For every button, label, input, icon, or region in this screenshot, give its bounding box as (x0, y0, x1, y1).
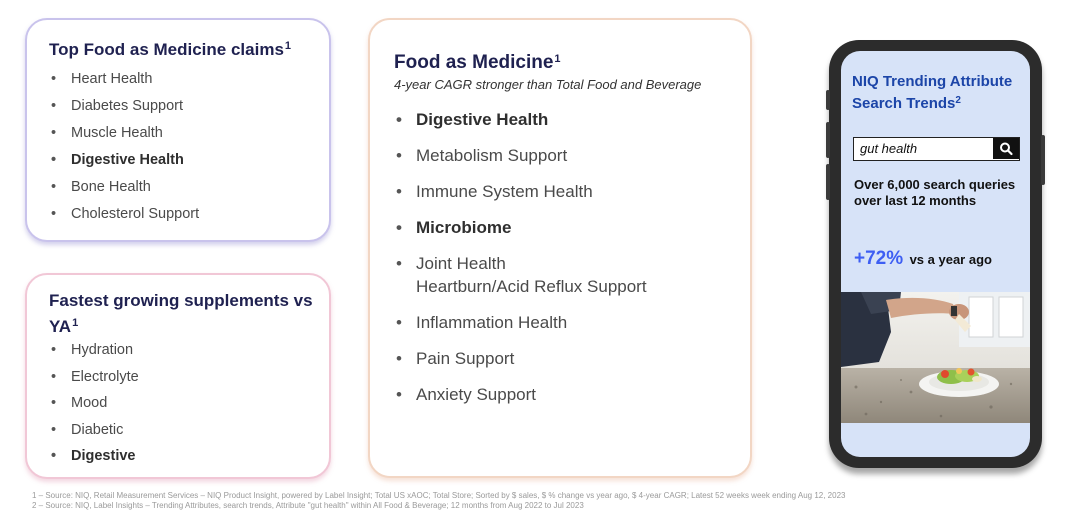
food-medicine-list-item (394, 347, 647, 370)
supplement-list-item-label: Diabetic (71, 421, 124, 438)
claim-list-item (49, 124, 199, 151)
supplement-list-item-label: Mood (71, 395, 108, 411)
phone-mockup (829, 40, 1042, 468)
phone-side-button (826, 90, 830, 110)
supplement-list-item-label: Electrolyte (71, 368, 139, 385)
food-medicine-list-item-label: Metabolism Support (416, 146, 568, 165)
food-medicine-list-item (394, 311, 647, 334)
supplement-list-item (49, 368, 139, 395)
claim-list-item-label: Digestive Health (71, 152, 184, 168)
search-icon (993, 138, 1019, 159)
phone-volume-up-button (826, 122, 830, 158)
search-bar (853, 137, 1020, 161)
claim-list-item-label: Bone Health (71, 179, 151, 195)
food-as-medicine-list (394, 108, 647, 419)
claim-list-item (49, 205, 199, 232)
food-medicine-list-item (394, 180, 647, 203)
supplement-list-item (49, 394, 139, 421)
claim-list-item-label: Muscle Health (71, 125, 163, 141)
supplement-list-item (49, 421, 139, 448)
footnotes (32, 491, 845, 511)
salad-photo-image (841, 292, 1030, 423)
supplement-list-item (49, 447, 139, 474)
food-medicine-list-item (394, 252, 647, 298)
food-medicine-list-item (394, 383, 647, 406)
supplements-card (25, 273, 331, 479)
food-medicine-list-item-label: Inflammation Health (416, 313, 568, 332)
growth-percent: +72% (854, 248, 904, 269)
supplements-list (49, 341, 139, 474)
phone-power-button (1041, 135, 1045, 185)
food-medicine-list-item (394, 216, 647, 239)
phone-title: NIQ Trending Attribute Search Trends$^2$ (852, 73, 1013, 112)
growth-stat (854, 248, 992, 270)
claim-list-item-label: Heart Health (71, 71, 153, 87)
food-as-medicine-subtitle: 4-year CAGR stronger than Total Food and Beverage (394, 77, 702, 92)
food-as-medicine-card (368, 18, 752, 478)
search-queries-stat: Over 6,000 search queries over last 12 months (854, 177, 1016, 208)
search-input[interactable] (854, 138, 993, 159)
food-medicine-list-item-label: Pain Support (416, 349, 515, 368)
food-medicine-list-item-label: Immune System Health (416, 182, 593, 201)
food-medicine-list-item-label: Microbiome (416, 218, 512, 237)
top-claims-card (25, 18, 331, 242)
food-medicine-list-item (394, 144, 647, 167)
supplement-list-item-label: Digestive (71, 448, 136, 464)
growth-suffix: vs a year ago (909, 252, 992, 267)
phone-volume-down-button (826, 164, 830, 200)
footnote-1: 1 – Source: NIQ, Retail Measurement Services – NIQ Product Insight, powered by Label Insight; Total US xAOC; Total Store; Sorted by $ sales, $ % change vs year ago, $ 4-year CAGR; Latest 52 weeks week ending Aug 12, 2023 (32, 491, 846, 500)
phone-screen (841, 51, 1030, 457)
top-claims-title: Top Food as Medicine claims$^1$ (49, 40, 292, 59)
claim-list-item (49, 70, 199, 97)
food-medicine-list-item-label-line2: Heartburn/Acid Reflux Support (416, 277, 647, 296)
food-medicine-list-item-label: Digestive Health (416, 110, 549, 129)
claim-list-item-label: Diabetes Support (71, 98, 184, 114)
footnote-2: 2 – Source: NIQ, Label Insights – Trending Attributes, search trends, Attribute "gut health" within All Food & Beverage; 12 months from Aug 2022 to Jul 2023 (32, 501, 584, 510)
supplements-title: Fastest growing supplements vs $YA^1$ (49, 291, 313, 336)
search-button[interactable] (993, 138, 1019, 159)
claim-list-item (49, 97, 199, 124)
food-medicine-list-item-label: Joint Health (416, 254, 506, 273)
supplement-list-item-label: Hydration (71, 342, 134, 358)
food-medicine-list-item-label: Anxiety Support (416, 385, 537, 404)
top-claims-list (49, 70, 199, 232)
claim-list-item (49, 178, 199, 205)
salad-photo (841, 292, 1030, 423)
food-medicine-list-item (394, 108, 647, 131)
food-as-medicine-title: Food as Medicine$^1$ (394, 52, 561, 73)
claim-list-item-label: Cholesterol Support (71, 206, 200, 222)
supplement-list-item (49, 341, 139, 368)
claim-list-item (49, 151, 199, 178)
